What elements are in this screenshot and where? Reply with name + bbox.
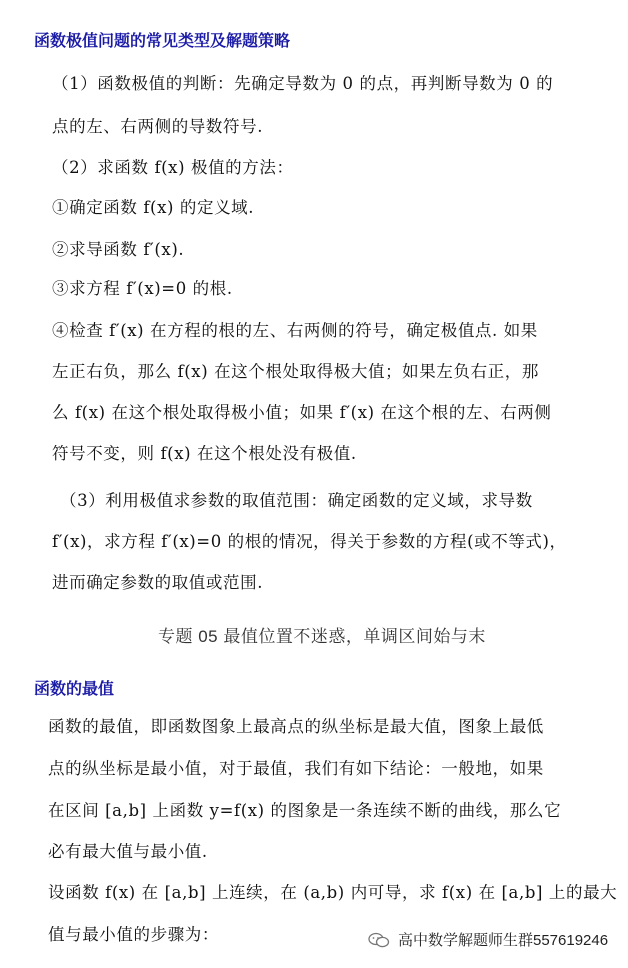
text-line: 值与最小值的步骤为： [48,925,219,944]
watermark-text: 高中数学解题师生群557619246 [398,932,609,949]
text-line: 设函数 f(x) 在 [a,b] 上连续，在 (a,b) 内可导，求 f(x) 在 [a,b] 上的最大 [48,883,618,902]
text-line: 在区间 [a,b] 上函数 y=f(x) 的图象是一条连续不断的曲线，那么它 [48,801,562,820]
text-line: 点的纵坐标是最小值，对于最值，我们有如下结论：一般地，如果 [48,759,544,778]
topic-subtitle: 专题 05 最值位置不迷惑，单调区间始与末 [158,627,486,646]
text-line: ②求导函数 f′(x). [52,240,185,259]
text-line: （2）求函数 f(x) 极值的方法： [52,158,294,177]
text-line: 函数的最值，即函数图象上最高点的纵坐标是最大值，图象上最低 [48,717,544,736]
wechat-icon [368,932,390,948]
text-line: （3）利用极值求参数的取值范围：确定函数的定义域，求导数 [60,491,533,510]
text-line: （1）函数极值的判断：先确定导数为 0 的点，再判断导数为 0 的 [52,74,554,93]
text-line: ③求方程 f′(x)=0 的根. [52,279,233,298]
text-line: ①确定函数 f(x) 的定义域. [52,198,255,217]
text-line: 点的左、右两侧的导数符号. [52,117,264,136]
section-heading-extremum: 函数极值问题的常见类型及解题策略 [34,31,291,50]
text-line: 符号不变，则 f(x) 在这个根处没有极值. [52,444,357,463]
text-line: 左正右负，那么 f(x) 在这个根处取得极大值；如果左负右正，那 [52,362,539,381]
text-line: 么 f(x) 在这个根处取得极小值；如果 f′(x) 在这个根的左、右两侧 [52,403,552,422]
text-line: 进而确定参数的取值或范围. [52,573,264,592]
text-line: 必有最大值与最小值. [48,842,208,861]
watermark [368,929,608,950]
section-heading-max-min: 函数的最值 [34,679,115,698]
text-line: ④检查 f′(x) 在方程的根的左、右两侧的符号，确定极值点. 如果 [52,321,538,340]
text-line: f′(x)，求方程 f′(x)=0 的根的情况，得关于参数的方程(或不等式)， [52,532,567,551]
